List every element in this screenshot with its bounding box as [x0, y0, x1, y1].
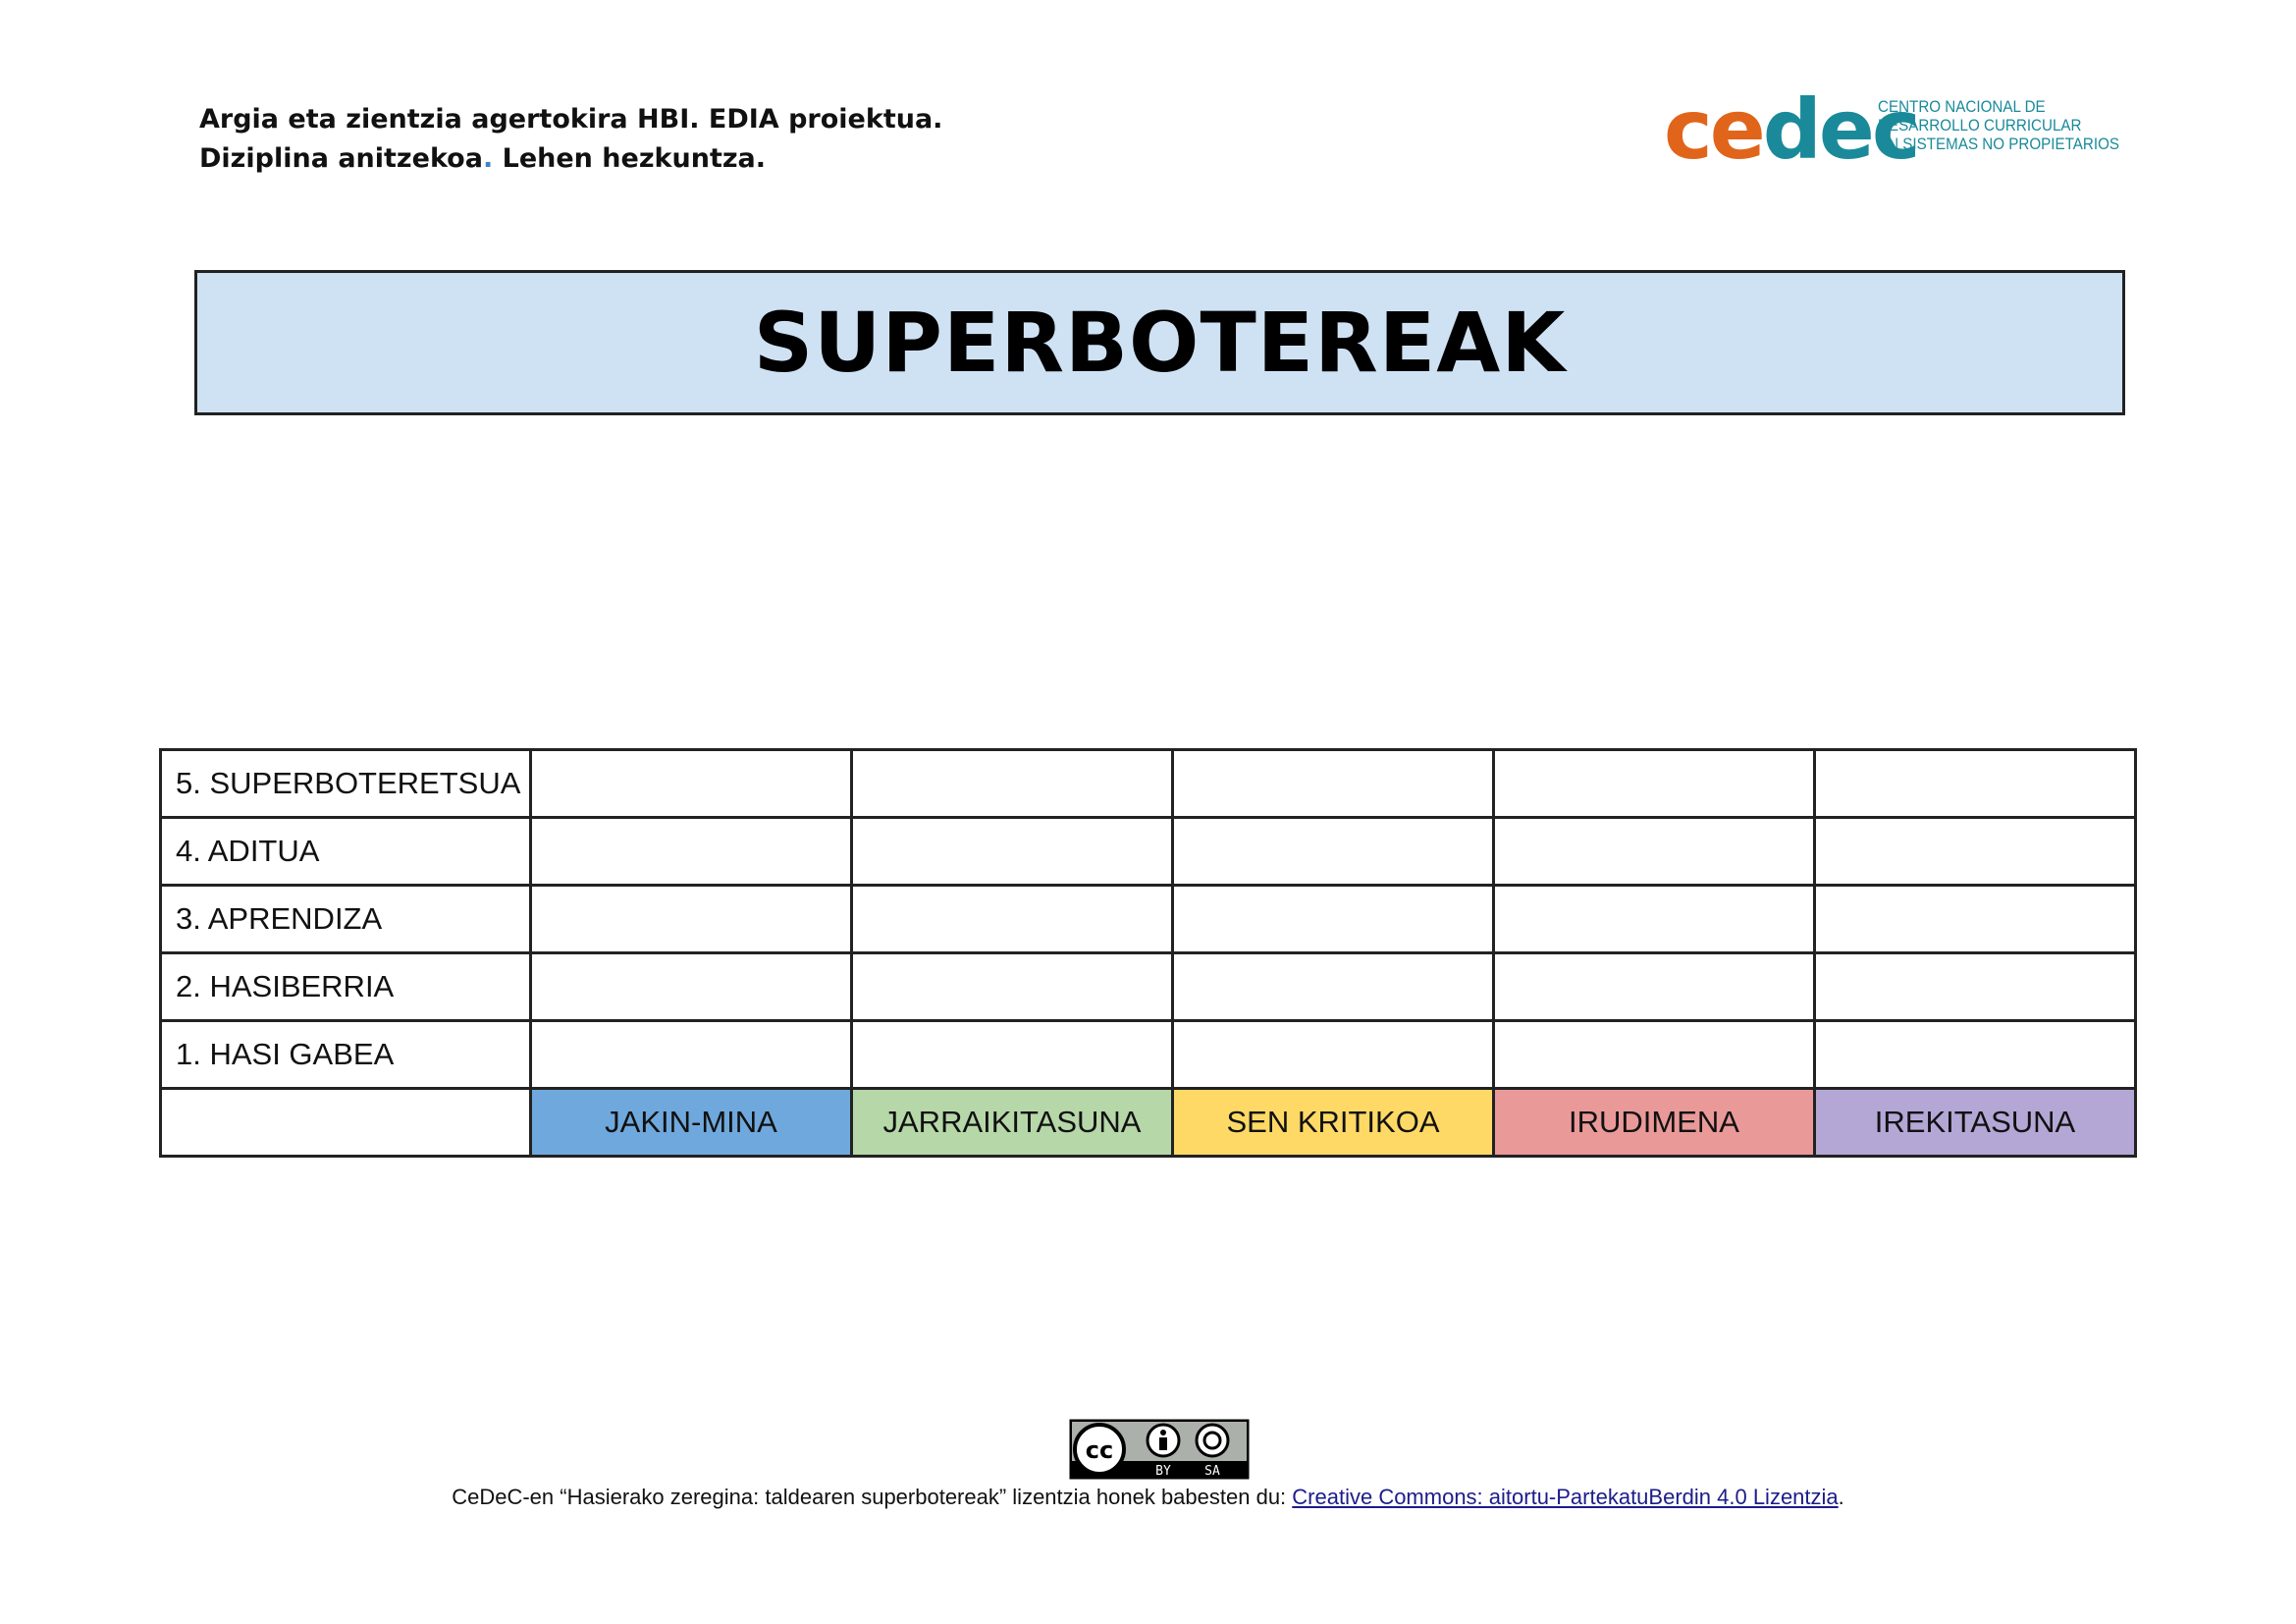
table-row	[161, 750, 2136, 818]
rubric-cell[interactable]	[531, 750, 852, 818]
rubric-cell[interactable]	[1815, 818, 2136, 886]
rubric-cell[interactable]	[1494, 953, 1815, 1021]
rubric-cell[interactable]	[531, 886, 852, 953]
rubric-cell[interactable]	[1173, 886, 1494, 953]
trait-header: IREKITASUNA	[1815, 1089, 2136, 1157]
cc-by-sa-badge-icon[interactable]	[1069, 1419, 1250, 1480]
rubric-cell[interactable]	[1815, 750, 2136, 818]
trait-header: JAKIN-MINA	[531, 1089, 852, 1157]
table-row	[161, 886, 2136, 953]
trait-header: SEN KRITIKOA	[1173, 1089, 1494, 1157]
rubric-cell[interactable]	[852, 886, 1173, 953]
level-label: 2. HASIBERRIA	[161, 953, 531, 1021]
svg-text:BY: BY	[1155, 1464, 1171, 1479]
rubric-cell[interactable]	[1494, 818, 1815, 886]
superpowers-rubric-table	[159, 748, 2137, 1158]
level-label: 1. HASI GABEA	[161, 1021, 531, 1089]
cedec-logo-word: cedec	[1664, 81, 1918, 178]
rubric-cell[interactable]	[852, 1021, 1173, 1089]
rubric-cell[interactable]	[852, 750, 1173, 818]
svg-text:cc: cc	[1085, 1436, 1114, 1464]
level-label: 5. SUPERBOTERETSUA	[161, 750, 531, 818]
traits-row	[161, 1089, 2136, 1157]
rubric-cell[interactable]	[1494, 1021, 1815, 1089]
svg-text:SA: SA	[1204, 1464, 1220, 1479]
rubric-cell[interactable]	[1815, 886, 2136, 953]
cedec-logo	[1664, 81, 2120, 178]
empty-corner-cell	[161, 1089, 531, 1157]
rubric-cell[interactable]	[852, 953, 1173, 1021]
trait-header: IRUDIMENA	[1494, 1089, 1815, 1157]
title-banner	[194, 270, 2125, 415]
rubric-cell[interactable]	[531, 953, 852, 1021]
level-label: 4. ADITUA	[161, 818, 531, 886]
table-row	[161, 818, 2136, 886]
license-footer: CeDeC-en “Hasierako zeregina: taldearen superbotereak” lizentzia honek babesten du: Creative Commons: aitortu-PartekatuBerdin 4.0 Lizentzia.	[452, 1485, 1844, 1509]
level-label: 3. APRENDIZA	[161, 886, 531, 953]
rubric-cell[interactable]	[1494, 886, 1815, 953]
rubric-cell[interactable]	[1173, 1021, 1494, 1089]
rubric-cell[interactable]	[1173, 953, 1494, 1021]
rubric-cell[interactable]	[531, 1021, 852, 1089]
rubric-cell[interactable]	[1173, 818, 1494, 886]
rubric-cell[interactable]	[1815, 1021, 2136, 1089]
header-line-2: Diziplina anitzekoa. Lehen hezkuntza.	[199, 143, 767, 174]
rubric-cell[interactable]	[852, 818, 1173, 886]
rubric-cell[interactable]	[1173, 750, 1494, 818]
trait-header: JARRAIKITASUNA	[852, 1089, 1173, 1157]
header-line-1: Argia eta zientzia agertokira HBI. EDIA proiektua.	[199, 104, 943, 135]
table-row	[161, 953, 2136, 1021]
rubric-cell[interactable]	[1494, 750, 1815, 818]
rubric-cell[interactable]	[1815, 953, 2136, 1021]
cedec-logo-subtitle: CENTRO NACIONAL DE DESARROLLO CURRICULAR EN SISTEMAS NO PROPIETARIOS	[1878, 98, 2120, 153]
page-title: SUPERBOTEREAK	[753, 295, 1567, 391]
rubric-cell[interactable]	[531, 818, 852, 886]
document-header	[199, 100, 942, 179]
license-link[interactable]: Creative Commons: aitortu-PartekatuBerdin 4.0 Lizentzia	[1292, 1485, 1839, 1509]
table-row	[161, 1021, 2136, 1089]
